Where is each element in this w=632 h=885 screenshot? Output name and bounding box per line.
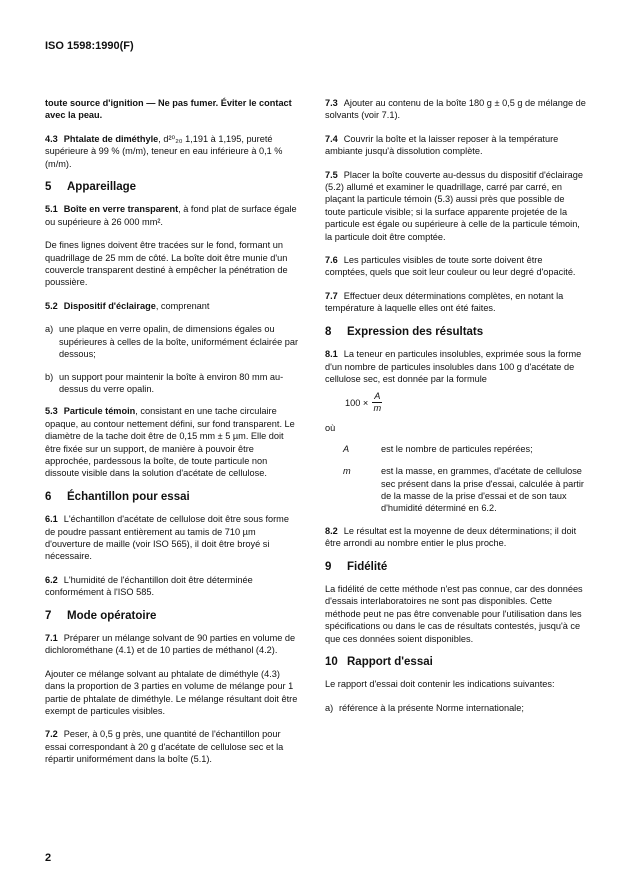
clause-text: , d²⁰₂₀ 1,191 à 1,195, pureté supérieure à 99 % (m/m), teneur en eau inférieure à 0,1 % (m/m). [45, 133, 283, 169]
formula-numerator: A [374, 391, 381, 402]
document-header: ISO 1598:1990(F) [45, 40, 134, 52]
section-heading-9: 9 Fidélité [325, 560, 388, 573]
formula-prefix: 100 × [345, 397, 369, 408]
clause-7-4: 7.4 Couvrir la boîte et la laisser reposer à la température ambiante jusqu'à dissolution complète. [325, 133, 559, 157]
clause-7-3: 7.3 Ajouter au contenu de la boîte 180 g ± 0,5 g de mélange de solvants (voir 7.1). [325, 98, 586, 121]
where-label: où [325, 423, 336, 434]
clause-5-3: 5.3 Particule témoin, consistant en une tache circulaire opaque, au contour nettement défini, sur fond transparent. Le diamètre de la tache doit être de 0,15 mm ± 5 µm. Elle doit être fixée sur un support, de manière à pouvoir être approchée, pardessous la boîte, de toute particule non dissoute visible dans la solution d'acétate de cellulose. [45, 406, 295, 479]
page-number: 2 [45, 852, 52, 864]
clause-5-1-text: De fines lignes doivent être tracées sur le fond, formant un quadrillage de 25 mm de côté. La boîte doit être munie d'un couvercle transparent destiné à empêcher la pénétration de poussière. [45, 240, 288, 288]
section-heading-7: 7 Mode opératoire [45, 609, 157, 622]
clause-8-1: 8.1 La teneur en particules insolubles, exprimée sous la forme d'un nombre de particules insolubles dans 100 g d'acétate de cellulose sec, est donnée par la formule [325, 349, 582, 384]
clause-6-2: 6.2 L'humidité de l'échantillon doit être déterminée conformément à l'ISO 585. [45, 574, 253, 598]
clause-6-1: 6.1 L'échantillon d'acétate de cellulose doit être sous forme de poudre passant entièrement au tamis de 710 µm d'ouverture de maille (voir ISO 565), il doit être broyé si nécessaire. [45, 514, 289, 562]
left-column [45, 97, 300, 777]
section-heading-8: 8 Expression des résultats [325, 325, 484, 338]
list-item: a) référence à la présente Norme internationale; [325, 702, 524, 713]
formula [345, 391, 587, 414]
formula-fraction [372, 391, 382, 414]
clause-title: Phtalate de diméthyle [63, 133, 159, 144]
clause-7-5: 7.5 Placer la boîte couverte au-dessus du dispositif d'éclairage (5.2) allumé et examiner le quadrillage, carré par carré, en plaçant la particule témoin (5.3) aussi près que possible de toute particule visible; si la surface apparente projetée de la particule est égale ou supérieure à celle de la particule témoin, la particule doit être comptée. [325, 169, 584, 242]
clause-7-7: 7.7 Effectuer deux déterminations complètes, en notant la température à laquelle elles ont été faites. [325, 290, 564, 314]
clause-5-2: 5.2 Dispositif d'éclairage, comprenant [45, 300, 210, 311]
variable-definition: A est le nombre de particules repérées; [343, 443, 533, 454]
list-item: b) un support pour maintenir la boîte à environ 80 mm au-dessus du verre opalin. [45, 371, 284, 394]
section-heading-10: 10 Rapport d'essai [325, 656, 433, 668]
variable-definition: m est la masse, en grammes, d'acétate de cellulose sec présent dans la prise d'essai, calculée à partir de la masse de la prise d'essai et de son taux d'humidité déterminé en 6.2. [343, 466, 584, 514]
clause-9-text: La fidélité de cette méthode n'est pas connue, car des données d'essais interlaboratoires ne sont pas disponibles. Cette méthode peut ne pas être convenable pour l'utilisation dans les spécifications ou dans le cas de résultats contestés, jusqu'à ce que ces données soient disponibles. [325, 583, 583, 644]
clause-5-1: 5.1 Boîte en verre transparent, à fond plat de surface égale ou supérieure à 26 000 mm². [45, 204, 297, 227]
list-item: a) une plaque en verre opalin, de dimensions égales ou supérieures à celles de la boîte, uniformément éclairée par dessous; [45, 324, 299, 360]
clause-7-6: 7.6 Les particules visibles de toute sorte doivent être comptées, quels que soit leur couleur ou leur degré d'opacité. [325, 255, 576, 278]
right-column [325, 97, 587, 724]
paragraph-safety: toute source d'ignition — Ne pas fumer. Éviter le contact avec la peau. [45, 98, 292, 121]
clause-4-3 [45, 133, 300, 170]
clause-8-2: 8.2 Le résultat est la moyenne de deux déterminations; il doit être arrondi au nombre entier le plus proche. [325, 525, 577, 549]
clause-7-1-text: Ajouter ce mélange solvant au phtalate de diméthyle (4.3) dans la proportion de 3 parties en volume de mélange pour 1 partie de phtalate de diméthyle. Le mélange résultant doit être exempt de particules visibles. [45, 668, 298, 717]
clause-number: 4.3 [45, 133, 58, 144]
section-heading-5: 5 Appareillage [45, 181, 137, 194]
clause-7-2: 7.2 Peser, à 0,5 g près, une quantité de l'échantillon pour essai correspondant à 20 g d'acétate de cellulose sec et la répartir uniformément dans la boîte (5.1). [45, 729, 284, 765]
section-heading-6: 6 Échantillon pour essai [45, 490, 190, 503]
formula-denominator: m [373, 403, 382, 414]
clause-7-1: 7.1 Préparer un mélange solvant de 90 parties en volume de dichlorométhane (4.1) et de 10 parties de méthanol (4.2). [45, 633, 296, 656]
clause-10-text: Le rapport d'essai doit contenir les indications suivantes: [325, 679, 555, 690]
